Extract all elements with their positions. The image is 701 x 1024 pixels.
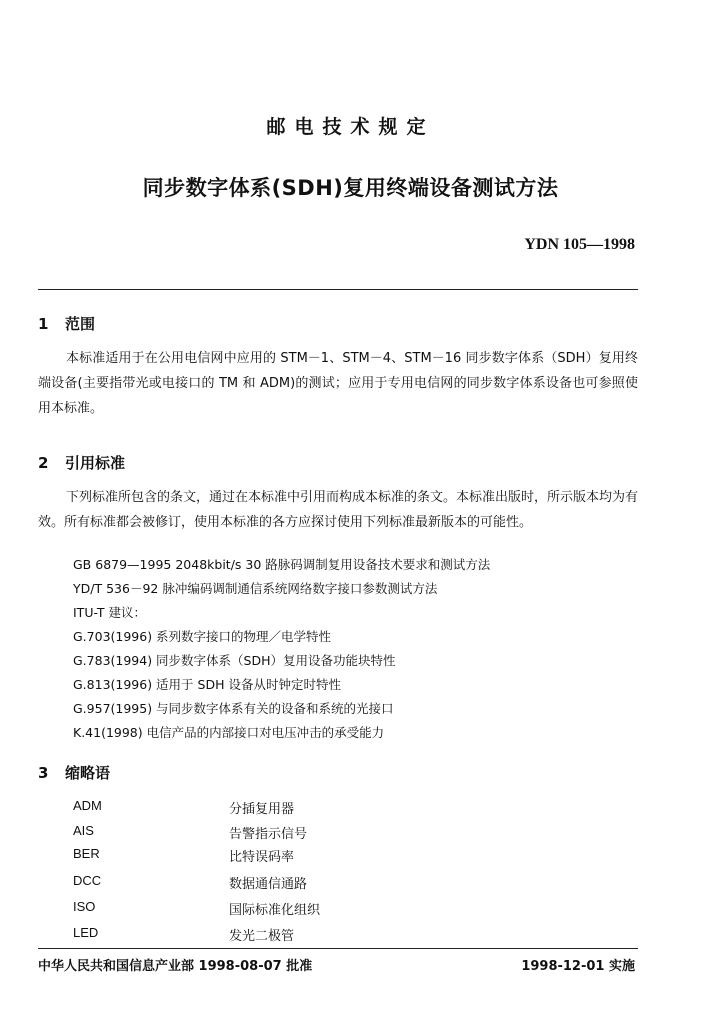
reference-item: G.957(1995) 与同步数字体系有关的设备和系统的光接口: [73, 701, 394, 716]
abbreviation-term: DCC: [73, 873, 102, 888]
implementation-date: 1998-12-01 实施: [521, 959, 635, 974]
abbreviation-meaning: 国际标准化组织: [229, 903, 321, 918]
section-number: 1: [38, 315, 49, 333]
abbreviation-term: ADM: [73, 798, 102, 813]
reference-item: K.41(1998) 电信产品的内部接口对电压冲击的承受能力: [73, 725, 385, 740]
abbreviation-meaning: 发光二极管: [229, 929, 295, 944]
standard-number: YDN 105—1998: [524, 236, 635, 253]
reference-item: YD/T 536－92 脉冲编码调制通信系统网络数字接口参数测试方法: [73, 581, 438, 596]
section-2-heading: [38, 452, 125, 473]
abbreviation-term: LED: [73, 925, 99, 940]
section-2-paragraph: 下列标准所包含的条文，通过在本标准中引用而构成本标准的条文。本标准出版时，所示版本均为有效。所有标准都会被修订，使用本标准的各方应探讨使用下列标准最新版本的可能性。: [38, 490, 639, 530]
document-title: 同步数字体系(SDH)复用终端设备测试方法: [142, 176, 559, 200]
section-title: 范围: [65, 315, 96, 333]
abbreviation-term: BER: [73, 846, 100, 861]
reference-item: ITU-T 建议：: [73, 605, 146, 620]
abbreviation-meaning: 分插复用器: [229, 802, 295, 817]
section-title: 引用标准: [65, 454, 126, 472]
document-header: 邮电技术规定: [266, 116, 435, 138]
section-title: 缩略语: [65, 764, 111, 782]
section-3-heading: [38, 762, 110, 783]
abbreviation-term: ISO: [73, 899, 96, 914]
reference-item: GB 6879—1995 2048kbit/s 30 路脉码调制复用设备技术要求和测试方法: [73, 557, 491, 572]
abbreviation-meaning: 比特误码率: [229, 850, 295, 865]
reference-item: G.813(1996) 适用于 SDH 设备从时钟定时特性: [73, 677, 341, 692]
section-number: 2: [38, 454, 49, 472]
bottom-divider: [38, 948, 638, 949]
reference-item: G.783(1994) 同步数字体系（SDH）复用设备功能块特性: [73, 653, 396, 668]
reference-item: G.703(1996) 系列数字接口的物理／电学特性: [73, 629, 332, 644]
abbreviation-meaning: 数据通信通路: [229, 877, 308, 892]
section-1-heading: [38, 313, 95, 334]
top-divider: [38, 289, 638, 290]
approval-line: 中华人民共和国信息产业部 1998-08-07 批准: [38, 959, 313, 974]
abbreviation-term: AIS: [73, 823, 94, 838]
section-number: 3: [38, 764, 49, 782]
section-1-paragraph: 本标准适用于在公用电信网中应用的 STM－1、STM－4、STM－16 同步数字体系（SDH）复用终端设备(主要指带光或电接口的 TM 和 ADM)的测试；应用于专用电信网的同步数字体系设备也可参照使用本标准。: [38, 351, 638, 416]
abbreviation-meaning: 告警指示信号: [229, 827, 308, 842]
